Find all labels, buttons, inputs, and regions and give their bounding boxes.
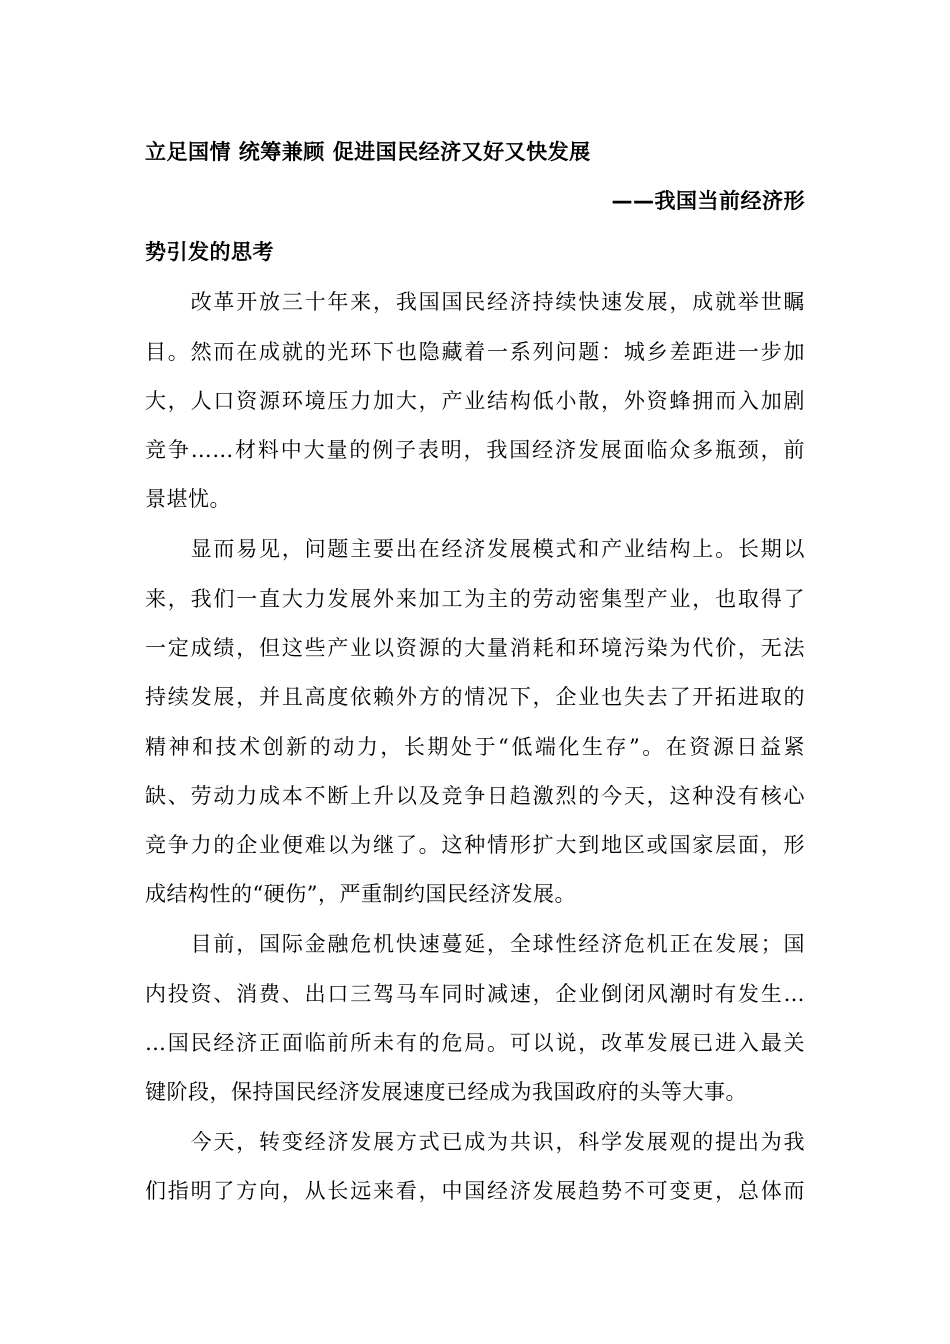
body-line: 目。然而在成就的光环下也隐藏着一系列问题：城乡差距进一步加 xyxy=(145,340,805,364)
body-line: 缺、劳动力成本不断上升以及竞争日趋激烈的今天，这种没有核心 xyxy=(145,784,805,808)
body-line: 大，人口资源环境压力加大，产业结构低小散，外资蜂拥而入加剧 xyxy=(145,389,805,413)
body-line: 持续发展，并且高度依赖外方的情况下，企业也失去了开拓进取的 xyxy=(145,685,805,709)
document-title: 立足国情 统筹兼顾 促进国民经济又好又快发展 xyxy=(145,140,591,164)
body-line: …国民经济正面临前所未有的危局。可以说，改革发展已进入最关 xyxy=(145,1031,805,1055)
body-line: 内投资、消费、出口三驾马车同时减速，企业倒闭风潮时有发生… xyxy=(145,982,805,1006)
body-line: 今天，转变经济发展方式已成为共识，科学发展观的提出为我 xyxy=(145,1130,805,1154)
body-line: 竞争力的企业便难以为继了。这种情形扩大到地区或国家层面，形 xyxy=(145,833,805,857)
body-line: 精神和技术创新的动力，长期处于“低端化生存”。在资源日益紧 xyxy=(145,735,805,759)
body-line: 改革开放三十年来，我国国民经济持续快速发展，成就举世瞩 xyxy=(145,290,805,314)
body-line: 显而易见，问题主要出在经济发展模式和产业结构上。长期以 xyxy=(145,537,805,561)
body-line: 来，我们一直大力发展外来加工为主的劳动密集型产业，也取得了 xyxy=(145,587,805,611)
document-subtitle-line1: ——我国当前经济形 xyxy=(611,189,805,213)
document-subtitle-line2: 势引发的思考 xyxy=(145,240,274,264)
body-line: 成结构性的“硬伤”，严重制约国民经济发展。 xyxy=(145,882,576,906)
body-line: 们指明了方向，从长远来看，中国经济发展趋势不可变更，总体而 xyxy=(145,1179,805,1203)
body-line: 竞争……材料中大量的例子表明，我国经济发展面临众多瓶颈，前 xyxy=(145,438,805,462)
body-line: 景堪忧。 xyxy=(145,487,231,511)
body-line: 目前，国际金融危机快速蔓延，全球性经济危机正在发展；国 xyxy=(145,932,805,956)
body-line: 键阶段，保持国民经济发展速度已经成为我国政府的头等大事。 xyxy=(145,1080,747,1104)
body-line: 一定成绩，但这些产业以资源的大量消耗和环境污染为代价，无法 xyxy=(145,636,805,660)
